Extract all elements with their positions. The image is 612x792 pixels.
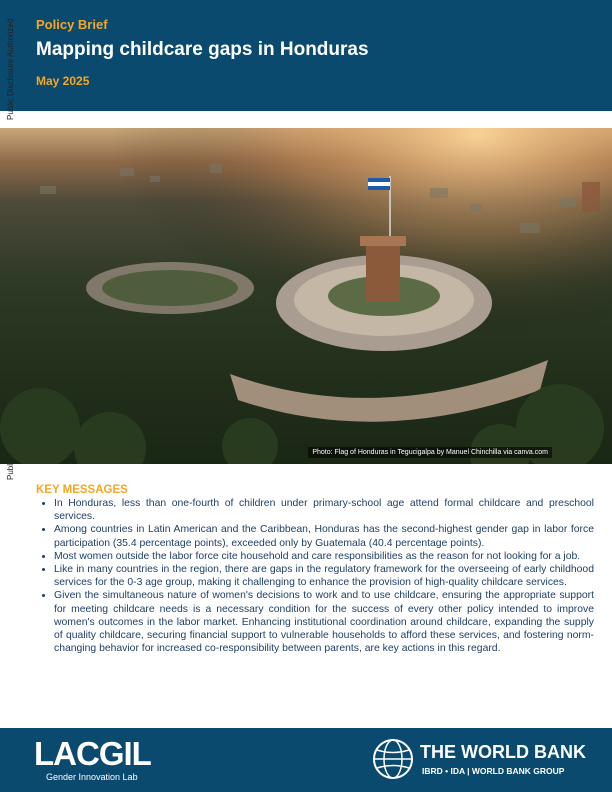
publication-date: May 2025 xyxy=(36,74,90,88)
cover-photo-illustration xyxy=(0,128,612,464)
world-bank-subtitle: IBRD • IDA | WORLD BANK GROUP xyxy=(422,766,565,776)
list-item: • Like in many countries in the region, there are gaps in the regulatory framework for the overseeing of early childhood services for the 0-3 age group, making it challenging to enhance the provision of high-quality childcare services. xyxy=(54,563,594,589)
footer-banner xyxy=(0,728,612,792)
world-bank-name: THE WORLD BANK xyxy=(420,742,586,762)
lacgil-logo: LACGIL xyxy=(34,735,151,772)
cover-photo xyxy=(0,128,612,464)
policy-brief-label: Policy Brief xyxy=(36,17,108,32)
list-item: • Given the simultaneous nature of women's decisions to work and to use childcare, ensuring the appropriate support for meeting childcare needs is a necessary condition for the success of every other policy intended to improve women's outcomes in the labor market. Enhancing institutional coordination around childcare, expanding the supply of quality childcare, securing financial support to vulnerable households to afford these services, and fostering norm-changing behavior for increased co-responsibility between parents, are key actions in this regard. xyxy=(54,589,594,655)
key-messages-heading: KEY MESSAGES xyxy=(36,484,128,496)
key-messages-list xyxy=(36,497,594,655)
photo-caption: Photo: Flag of Honduras in Tegucigalpa by Manuel Chinchilla via canva.com xyxy=(308,447,552,458)
list-item: • Most women outside the labor force cite household and care responsibilities as the reason for not looking for a job. xyxy=(54,550,594,563)
side-disclosure-label: Public Disclosure Authorized xyxy=(6,18,15,120)
world-bank-globe-icon xyxy=(372,738,414,780)
lacgil-subtitle: Gender Innovation Lab xyxy=(46,772,138,782)
header-banner xyxy=(0,0,612,111)
document-title: Mapping childcare gaps in Honduras xyxy=(36,39,369,60)
list-item: • Among countries in Latin American and the Caribbean, Honduras has the second-highest gender gap in labor force participation (35.4 percentage points), exceeded only by Guatemala (40.4 percentage points). xyxy=(54,523,594,549)
list-item: • In Honduras, less than one-fourth of children under primary-school age attend formal childcare and preschool services. xyxy=(54,497,594,523)
